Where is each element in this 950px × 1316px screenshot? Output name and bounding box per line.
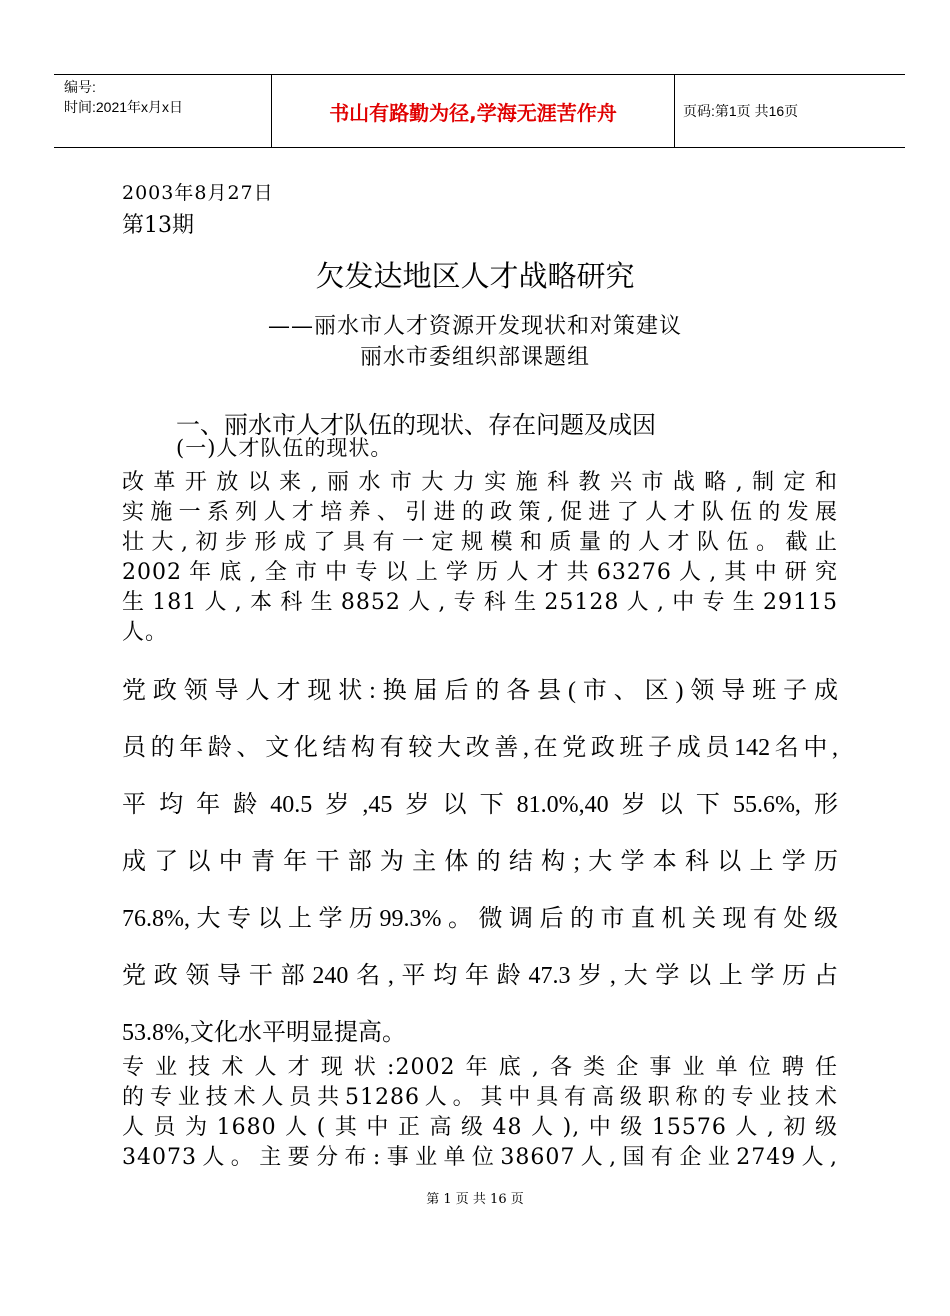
document-number-label: 编号: [64, 79, 96, 95]
paragraph-technical-staff [122, 1053, 838, 1173]
paragraph-line: 的专业技术人员共51286人。其中具有高级职称的专业技术 [122, 1085, 838, 1110]
paragraph-line: 党政领导干部240名,平均年龄47.3岁,大学以上学历占 [122, 963, 838, 989]
header-page-info: 页码:第1页 共16页 [683, 103, 799, 119]
paragraph-line: 专业技术人才现状:2002年底,各类企事业单位聘任 [122, 1055, 838, 1080]
subsection-heading: (一)人才队伍的现状。 [176, 436, 393, 460]
header-meta-cell [54, 75, 271, 147]
header-motto-cell [271, 75, 675, 147]
section-heading: 一、丽水市人才队伍的现状、存在问题及成因 [176, 411, 656, 439]
paragraph-line: 成了以中青年干部为主体的结构;大学本科以上学历 [122, 849, 838, 875]
document-title: 欠发达地区人才战略研究 [315, 259, 635, 293]
paragraph-line: 实施一系列人才培养、引进的政策,促进了人才队伍的发展 [122, 500, 838, 525]
header-page-cell [675, 75, 905, 147]
document-time-label: 时间:2021年x月x日 [64, 99, 184, 115]
paragraph-line: 党政领导人才现状:换届后的各县(市、区)领导班子成 [122, 678, 838, 704]
paragraph-line: 生181人,本科生8852人,专科生25128人,中专生29115 [122, 590, 838, 615]
document-date: 2003年8月27日 [122, 182, 274, 204]
paragraph-line: 壮大,初步形成了具有一定规模和质量的人才队伍。截止 [122, 530, 838, 555]
paragraph-line: 人。 [122, 620, 169, 645]
issue-number: 第13期 [122, 213, 194, 238]
paragraph-line: 34073人。主要分布:事业单位38607人,国有企业2749人, [122, 1145, 838, 1170]
document-author: 丽水市委组织部课题组 [359, 345, 590, 370]
paragraph-line: 2002年底,全市中专以上学历人才共63276人,其中研究 [122, 560, 838, 585]
header-table [54, 74, 905, 148]
paragraph-party-leaders [122, 663, 838, 1062]
paragraph-overview [122, 468, 838, 648]
paragraph-line: 76.8%,大专以上学历99.3%。微调后的市直机关现有处级 [122, 906, 838, 932]
paragraph-line: 改革开放以来,丽水市大力实施科教兴市战略,制定和 [122, 470, 838, 495]
paragraph-line: 员的年龄、文化结构有较大改善,在党政班子成员142名中, [122, 735, 838, 761]
paragraph-line: 人员为1680人(其中正高级48人),中级15576人,初级 [122, 1115, 838, 1140]
paragraph-line: 53.8%,文化水平明显提高。 [122, 1020, 406, 1046]
motto-text: 书山有路勤为径,学海无涯苦作舟 [329, 100, 617, 125]
paragraph-line: 平均年龄40.5岁,45岁以下81.0%,40岁以下55.6%,形 [122, 792, 838, 818]
document-subtitle: ——丽水市人才资源开发现状和对策建议 [267, 314, 682, 339]
page-footer: 第 1 页 共 16 页 [426, 1192, 524, 1207]
